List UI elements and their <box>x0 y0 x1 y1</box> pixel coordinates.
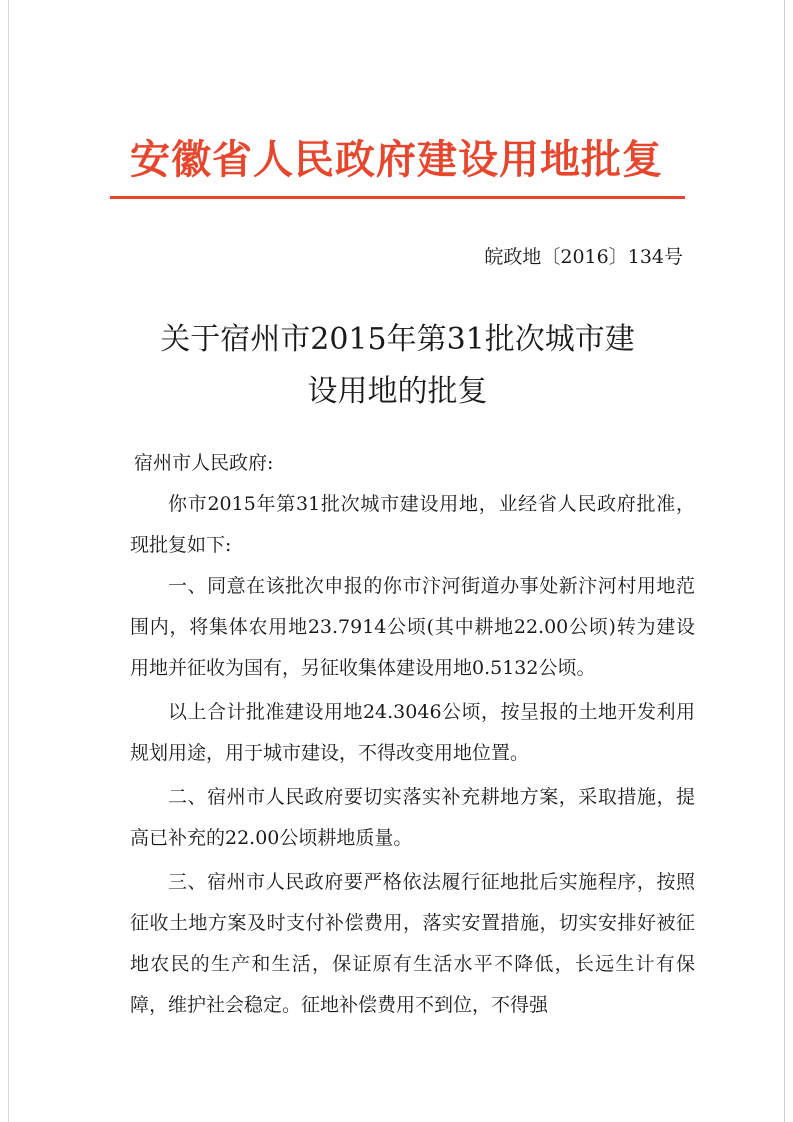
document-number: 皖政地〔2016〕134号 <box>484 246 683 268</box>
document-title-line-1: 关于宿州市2015年第31批次城市建 <box>160 322 635 357</box>
paragraph-intro: 你市2015年第31批次城市建设用地，业经省人民政府批准，现批复如下: <box>130 493 695 556</box>
document-header-title: 安徽省人民政府建设用地批复 <box>130 136 663 183</box>
paragraph-item-1: 一、同意在该批次申报的你市汴河街道办事处新汴河村用地范围内，将集体农用地23.7914公顷(其中耕地22.00公顷)转为建设用地并征收为国有，另征收集体建设用地0.5132公顷。 <box>130 575 695 679</box>
document-title-line-2: 设用地的批复 <box>307 374 488 409</box>
salutation: 宿州市人民政府: <box>134 452 274 474</box>
paragraph-item-2: 二、宿州市人民政府要切实落实补充耕地方案，采取措施，提高已补充的22.00公顷耕地质量。 <box>130 786 695 849</box>
header-divider <box>110 196 685 199</box>
paragraph-item-3: 三、宿州市人民政府要严格依法履行征地批后实施程序，按照征收土地方案及时支付补偿费用，落实安置措施，切实安排好被征地农民的生产和生活，保证原有生活水平不降低，长远生计有保障，维护社会稳定。征地补偿费用不到位，不得强 <box>130 871 695 1016</box>
paragraph-total: 以上合计批准建设用地24.3046公顷，按呈报的土地开发利用规划用途，用于城市建设，不得改变用地位置。 <box>130 701 695 764</box>
document-body <box>130 443 695 1026</box>
document-title <box>110 314 685 418</box>
